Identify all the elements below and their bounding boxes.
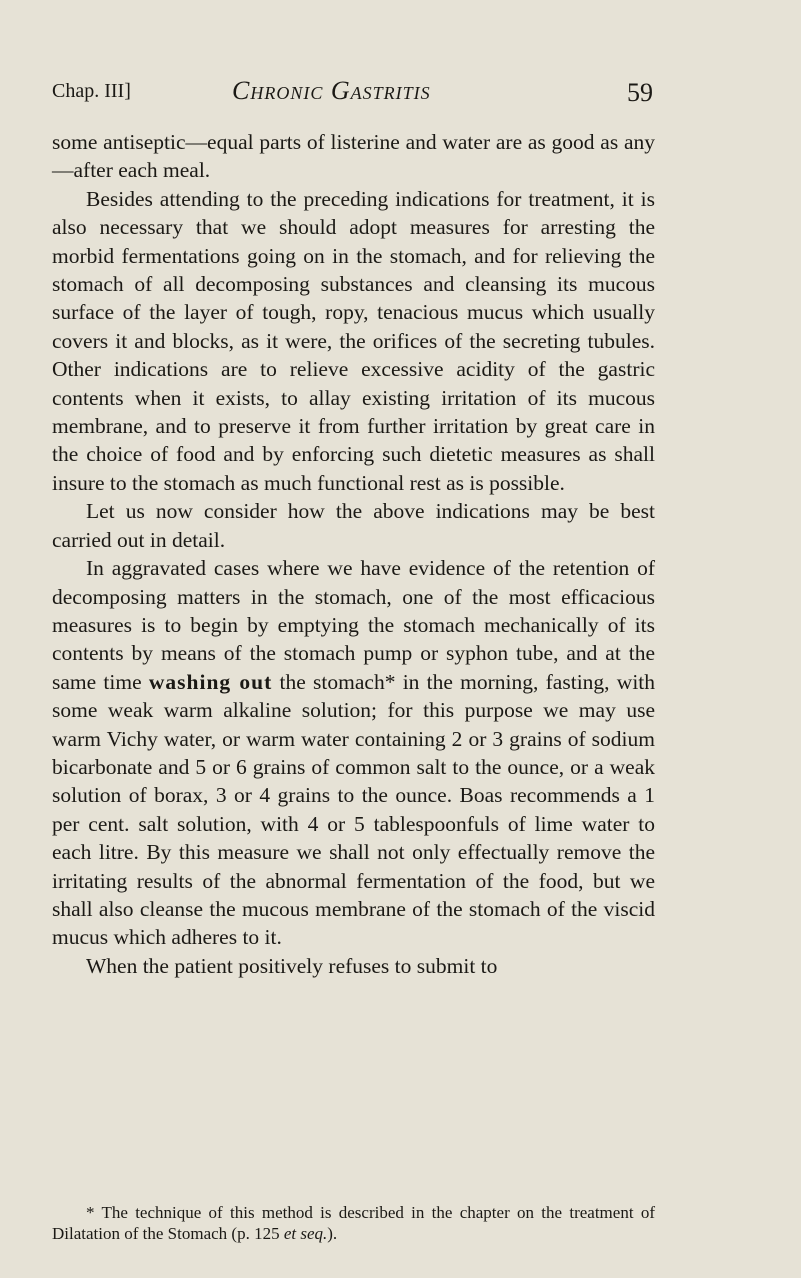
- paragraph-4-text-a: In aggravated cases where we have evidence of the retention of decomposing matters in the stomach, one of the most efficacious measures is to begin by emptying the stomach mechanically of its contents by means of the stomach pump or syphon tube, and at the same time: [52, 556, 655, 694]
- paragraph-2: Besides attending to the preceding indications for treatment, it is also necessary that we should adopt measures for arresting the morbid fermentations going on in the stomach, and for relieving the stomach of all decomposing substances and cleansing its mucous surface of the layer of tough, ropy, tenacious mucus which usually covers it and blocks, as it were, the orifices of the secreting tubules. Other indications are to relieve excessive acidity of the gastric contents when it exists, to allay existing irritation of its mucous membrane, and to preserve it from further irritation by great care in the choice of food and by enforcing such dietetic measures as shall insure to the stomach as much functional rest as is possible.: [52, 186, 655, 495]
- running-title: Chronic Gastritis: [232, 76, 431, 105]
- paragraph-4: [52, 554, 655, 952]
- body-text: [52, 128, 655, 980]
- footnote: [52, 1202, 655, 1244]
- paragraph-4-text-b: the stomach* in the morning, fasting, with some weak warm alkaline solution; for this purpose we may use warm Vichy water, or warm water containing 2 or 3 grains of sodium bicarbonate and 5 or 6 grains of common salt to the ounce, or a weak solution of borax, 3 or 4 grains to the ounce. Boas recommends a 1 per cent. salt solution, with 4 or 5 tablespoonfuls of lime water to each litre. By this measure we shall not only effectually remove the irritating results of the abnormal fermentation of the food, but we shall also cleanse the mucous membrane of the stomach of the viscid mucus which adheres to it.: [52, 669, 656, 950]
- page-number: 59: [627, 78, 653, 107]
- paragraph-1: some antiseptic—equal parts of listerine and water are as good as any—after each meal.: [52, 130, 655, 183]
- running-header: [52, 76, 653, 112]
- footnote-text-a: * The technique of this method is described in the chapter on the treatment of Dilatation of the Stomach (p. 125: [52, 1203, 655, 1243]
- emphasis-washing-out: washing out: [148, 669, 273, 694]
- footnote-text-b: ).: [327, 1224, 338, 1243]
- footnote-italic: et seq.: [283, 1224, 328, 1243]
- chapter-label: Chap. III]: [52, 80, 131, 102]
- paragraph-5: When the patient positively refuses to submit to: [86, 953, 498, 978]
- paragraph-3: Let us now consider how the above indications may be best carried out in detail.: [52, 499, 655, 552]
